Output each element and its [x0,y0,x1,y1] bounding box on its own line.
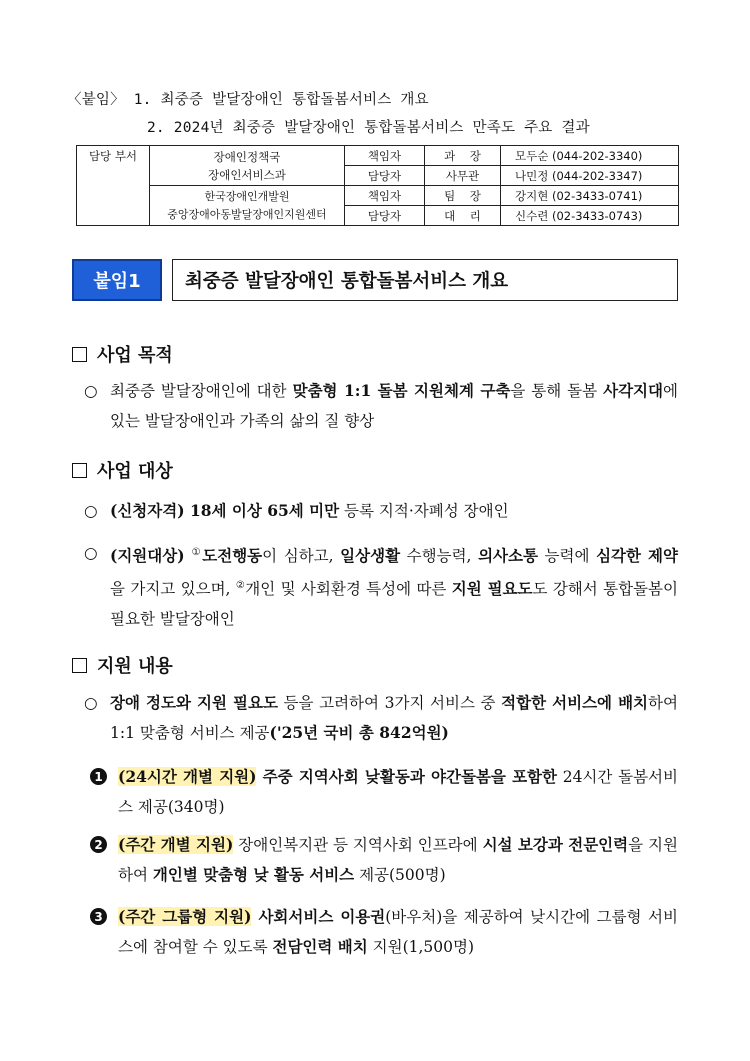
role-cell: 담당자 [345,206,425,226]
circle-bullet-icon: ○ [84,382,98,400]
checkbox-square-icon [72,463,87,478]
support-paragraph: ○ 장애 정도와 지원 필요도 등을 고려하여 3가지 서비스 중 적합한 서비스에 배치하여 1:1 맞춤형 서비스 제공('25년 국비 총 842억원) [84,688,678,748]
heading-text: 사업 목적 [97,345,173,366]
heading-text: 지원 내용 [97,656,173,677]
title-cell: 과 장 [425,146,501,166]
dept-header: 담당 부서 [77,146,150,226]
heading-target [72,457,173,483]
role-cell: 책임자 [345,186,425,206]
person-cell: 모두순 (044-202-3340) [501,146,679,166]
number-circle-icon: 2 [90,836,107,853]
role-cell: 책임자 [345,146,425,166]
contact-table [76,145,679,226]
purpose-paragraph: ○ 최중증 발달장애인에 대한 맞춤형 1:1 돌봄 지원체계 구축을 통해 돌봄 사각지대에 있는 발달장애인과 가족의 삶의 질 향상 [84,376,678,436]
section-title: 최중증 발달장애인 통합돌봄서비스 개요 [172,259,678,301]
role-cell: 담당자 [345,166,425,186]
table-row [77,146,679,166]
title-cell: 사무관 [425,166,501,186]
target-paragraph-1: ○ (신청자격) 18세 이상 65세 미만 등록 지적·자폐성 장애인 [84,496,678,526]
support-item-3: 3 (주간 그룹형 지원) 사회서비스 이용권(바우처)을 제공하여 낮시간에 그룹형 서비스에 참여할 수 있도록 전담인력 배치 지원(1,500명) [90,902,678,962]
heading-text: 사업 대상 [97,461,173,482]
target-paragraph-2: ○ (지원대상) ①도전행동이 심하고, 일상생활 수행능력, 의사소통 능력에 심각한 제약을 가지고 있으며, ②개인 및 사회환경 특성에 따른 지원 필요도도 강해서 통합돌봄이 필요한 발달장애인 [84,538,678,634]
checkbox-square-icon [72,658,87,673]
attachment-line-2: 2. 2024년 최중증 발달장애인 통합돌봄서비스 만족도 주요 결과 [147,120,590,136]
person-cell: 강지현 (02-3433-0741) [501,186,679,206]
dept-name: 한국장애인개발원 [204,189,290,203]
section-badge: 붙임1 [72,259,162,301]
person-cell: 신수련 (02-3433-0743) [501,206,679,226]
title-cell: 팀 장 [425,186,501,206]
heading-support [72,652,173,678]
heading-purpose [72,341,173,367]
circle-bullet-icon: ○ [84,502,98,520]
dept-cell-2 [150,186,345,226]
number-circle-icon: 1 [90,768,107,785]
dept-name: 중앙장애아동발달장애인지원센터 [167,207,327,221]
support-item-2: 2 (주간 개별 지원) 장애인복지관 등 지역사회 인프라에 시설 보강과 전문인력을 지원하여 개인별 맞춤형 낮 활동 서비스 제공(500명) [90,830,678,890]
dept-name: 장애인서비스과 [208,167,286,182]
support-item-1: 1 (24시간 개별 지원) 주중 지역사회 낮활동과 야간돌봄을 포함한 24시간 돌봄서비스 제공(340명) [90,762,678,822]
dept-name: 장애인정책국 [213,149,281,164]
dept-cell-1 [150,146,345,186]
checkbox-square-icon [72,347,87,362]
circle-bullet-icon: ○ [84,694,98,712]
number-circle-icon: 3 [90,908,107,925]
title-cell: 대 리 [425,206,501,226]
attachment-line-1: 〈붙임〉 1. 최중증 발달장애인 통합돌봄서비스 개요 [67,92,429,108]
table-row [77,186,679,206]
circle-bullet-icon: ○ [84,544,98,562]
person-cell: 나민정 (044-202-3347) [501,166,679,186]
